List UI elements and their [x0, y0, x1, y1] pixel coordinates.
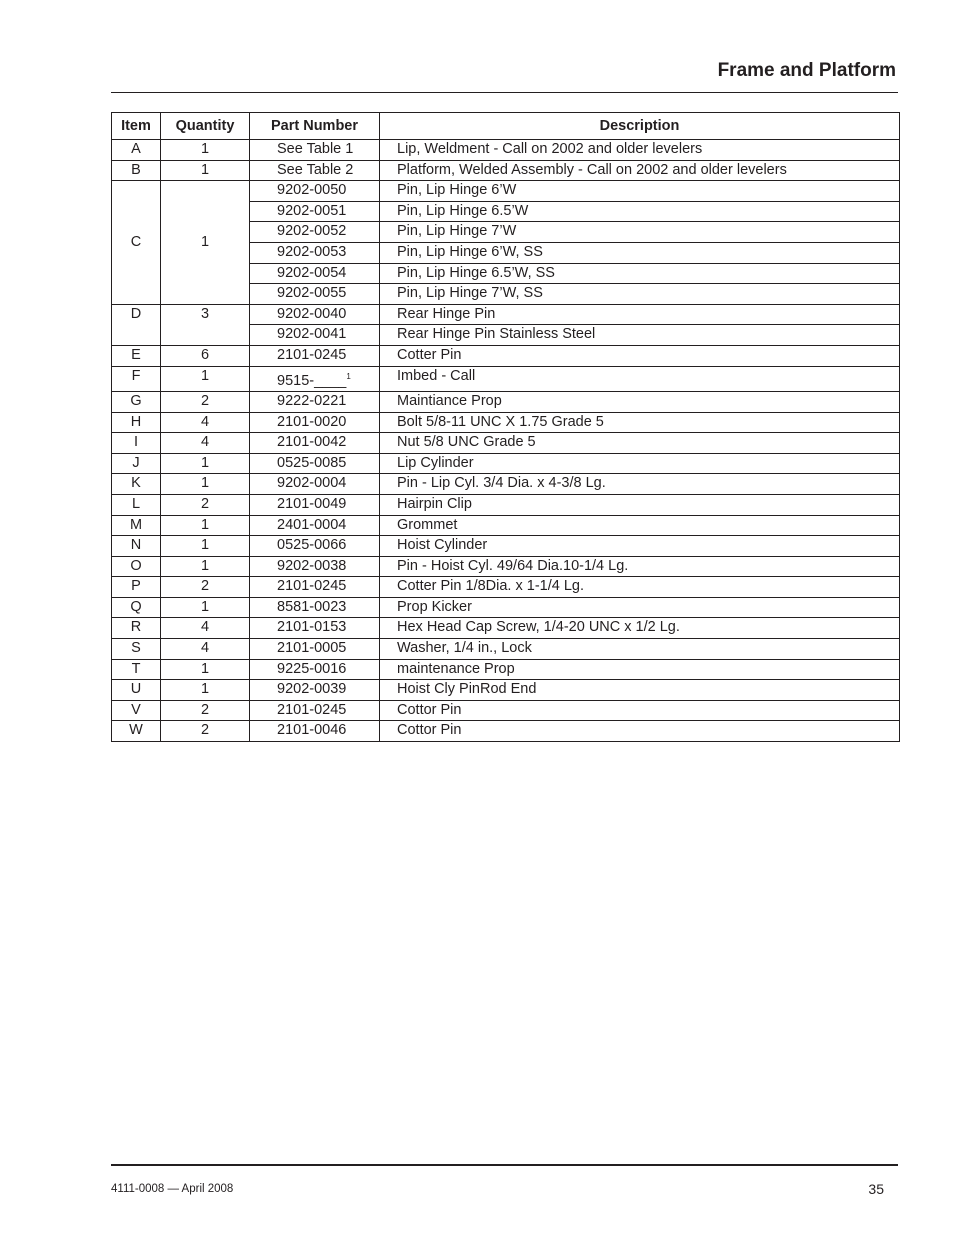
- cell-quantity: 1: [161, 659, 250, 680]
- cell-part-number: [250, 556, 380, 577]
- cell-description: Pin - Lip Cyl. 3/4 Dia. x 4-3/8 Lg.: [380, 474, 900, 495]
- cell-description: Bolt 5/8-11 UNC X 1.75 Grade 5: [380, 412, 900, 433]
- cell-quantity: 4: [161, 618, 250, 639]
- cell-item: R: [112, 618, 161, 639]
- part-number-text: 2101-0245: [277, 346, 347, 363]
- cell-description: Nut 5/8 UNC Grade 5: [380, 433, 900, 454]
- part-number-text: 9202-0054: [277, 264, 347, 281]
- part-number-text: 9202-0052: [277, 223, 347, 240]
- table-row: [112, 453, 900, 474]
- cell-item: V: [112, 700, 161, 721]
- part-number-text: 9222-0221: [277, 392, 347, 409]
- table-row: [112, 639, 900, 660]
- part-number-text: 9515-____: [277, 372, 347, 389]
- table-row: [112, 140, 900, 161]
- cell-quantity: 2: [161, 494, 250, 515]
- cell-description: Lip, Weldment - Call on 2002 and older levelers: [380, 140, 900, 161]
- cell-part-number: [250, 721, 380, 742]
- table-row: [112, 556, 900, 577]
- cell-part-number: [250, 140, 380, 161]
- cell-description: Platform, Welded Assembly - Call on 2002 and older levelers: [380, 160, 900, 181]
- part-number-text: 2101-0005: [277, 640, 347, 657]
- table-row: [112, 366, 900, 391]
- cell-part-number: [250, 391, 380, 412]
- cell-description: Pin, Lip Hinge 7’W: [380, 222, 900, 243]
- cell-quantity: 1: [161, 181, 250, 305]
- table-row: [112, 721, 900, 742]
- cell-part-number: [250, 325, 380, 346]
- footer-divider: [111, 1164, 898, 1166]
- cell-part-number: [250, 639, 380, 660]
- part-number-text: 2101-0245: [277, 701, 347, 718]
- page-title: Frame and Platform: [717, 60, 896, 81]
- part-number-text: 2101-0042: [277, 434, 347, 451]
- cell-part-number: [250, 453, 380, 474]
- table-row: [112, 474, 900, 495]
- cell-item: Q: [112, 597, 161, 618]
- cell-item: H: [112, 412, 161, 433]
- part-number-text: 2101-0153: [277, 619, 347, 636]
- cell-quantity: 1: [161, 515, 250, 536]
- cell-quantity: 2: [161, 721, 250, 742]
- cell-part-number: [250, 494, 380, 515]
- cell-part-number: [250, 618, 380, 639]
- cell-item: P: [112, 577, 161, 598]
- cell-part-number: [250, 222, 380, 243]
- table-row: [112, 577, 900, 598]
- table-row: [112, 412, 900, 433]
- cell-part-number: [250, 536, 380, 557]
- column-header-item: Item: [112, 113, 161, 140]
- cell-item: U: [112, 680, 161, 701]
- table-row: [112, 536, 900, 557]
- table-row: [112, 680, 900, 701]
- footnote-marker: 1: [346, 371, 351, 381]
- page-number: 35: [868, 1181, 884, 1197]
- cell-quantity: 2: [161, 700, 250, 721]
- part-number-text: 0525-0066: [277, 537, 347, 554]
- cell-description: Cottor Pin: [380, 721, 900, 742]
- cell-quantity: 1: [161, 366, 250, 391]
- cell-item: W: [112, 721, 161, 742]
- table-row: [112, 304, 900, 325]
- part-number-text: 9202-0055: [277, 285, 347, 302]
- part-number-text: 2101-0049: [277, 495, 347, 512]
- parts-table-body: [112, 140, 900, 742]
- table-header-row: [112, 113, 900, 140]
- cell-quantity: 1: [161, 140, 250, 161]
- part-number-text: See Table 2: [277, 161, 354, 178]
- parts-table: [111, 112, 900, 742]
- cell-description: Hoist Cly PinRod End: [380, 680, 900, 701]
- cell-description: Pin - Hoist Cyl. 49/64 Dia.10-1/4 Lg.: [380, 556, 900, 577]
- cell-description: Pin, Lip Hinge 6.5’W: [380, 201, 900, 222]
- cell-quantity: 1: [161, 597, 250, 618]
- cell-item: D: [112, 304, 161, 345]
- cell-part-number: [250, 366, 380, 391]
- part-number-text: 9202-0041: [277, 326, 347, 343]
- part-number-text: 9202-0039: [277, 681, 347, 698]
- part-number-text: 2401-0004: [277, 516, 347, 533]
- table-row: [112, 391, 900, 412]
- cell-item: L: [112, 494, 161, 515]
- column-header-part-number: Part Number: [250, 113, 380, 140]
- cell-part-number: [250, 263, 380, 284]
- part-number-text: 0525-0085: [277, 454, 347, 471]
- cell-item: A: [112, 140, 161, 161]
- part-number-text: 9225-0016: [277, 660, 347, 677]
- cell-quantity: 2: [161, 391, 250, 412]
- cell-item: N: [112, 536, 161, 557]
- cell-quantity: 1: [161, 474, 250, 495]
- cell-description: Cotter Pin 1/8Dia. x 1-1/4 Lg.: [380, 577, 900, 598]
- cell-part-number: [250, 433, 380, 454]
- column-header-description: Description: [380, 113, 900, 140]
- cell-part-number: [250, 242, 380, 263]
- table-row: [112, 433, 900, 454]
- cell-item: O: [112, 556, 161, 577]
- cell-item: I: [112, 433, 161, 454]
- cell-item: M: [112, 515, 161, 536]
- table-row: [112, 597, 900, 618]
- table-row: [112, 160, 900, 181]
- cell-item: B: [112, 160, 161, 181]
- cell-description: Prop Kicker: [380, 597, 900, 618]
- cell-part-number: [250, 201, 380, 222]
- part-number-text: 2101-0245: [277, 578, 347, 595]
- cell-quantity: 1: [161, 536, 250, 557]
- cell-item: E: [112, 345, 161, 366]
- cell-quantity: 2: [161, 577, 250, 598]
- cell-quantity: 4: [161, 433, 250, 454]
- cell-item: J: [112, 453, 161, 474]
- cell-part-number: [250, 515, 380, 536]
- cell-description: Rear Hinge Pin: [380, 304, 900, 325]
- table-row: [112, 700, 900, 721]
- cell-part-number: [250, 304, 380, 325]
- cell-quantity: 1: [161, 453, 250, 474]
- table-row: [112, 515, 900, 536]
- cell-part-number: [250, 474, 380, 495]
- cell-part-number: [250, 700, 380, 721]
- cell-quantity: 1: [161, 556, 250, 577]
- part-number-text: See Table 1: [277, 141, 354, 157]
- cell-description: Pin, Lip Hinge 6.5’W, SS: [380, 263, 900, 284]
- cell-item: S: [112, 639, 161, 660]
- cell-item: K: [112, 474, 161, 495]
- cell-item: T: [112, 659, 161, 680]
- cell-description: Hoist Cylinder: [380, 536, 900, 557]
- cell-part-number: [250, 680, 380, 701]
- cell-part-number: [250, 597, 380, 618]
- cell-description: Pin, Lip Hinge 6’W, SS: [380, 242, 900, 263]
- cell-part-number: [250, 181, 380, 202]
- column-header-quantity: Quantity: [161, 113, 250, 140]
- cell-description: Cottor Pin: [380, 700, 900, 721]
- part-number-text: 9202-0038: [277, 557, 347, 574]
- cell-part-number: [250, 345, 380, 366]
- table-row: [112, 659, 900, 680]
- cell-quantity: 4: [161, 639, 250, 660]
- table-row: [112, 618, 900, 639]
- cell-quantity: 4: [161, 412, 250, 433]
- table-row: [112, 494, 900, 515]
- part-number-text: 9202-0004: [277, 475, 347, 492]
- document-number: 4111-0008 — April 2008: [111, 1183, 234, 1195]
- cell-description: Pin, Lip Hinge 6’W: [380, 181, 900, 202]
- part-number-text: 9202-0050: [277, 182, 347, 199]
- cell-part-number: [250, 160, 380, 181]
- part-number-text: 9202-0051: [277, 202, 347, 219]
- cell-description: Maintiance Prop: [380, 391, 900, 412]
- cell-quantity: 1: [161, 680, 250, 701]
- cell-description: Grommet: [380, 515, 900, 536]
- cell-description: Washer, 1/4 in., Lock: [380, 639, 900, 660]
- table-row: [112, 181, 900, 202]
- cell-description: Pin, Lip Hinge 7’W, SS: [380, 284, 900, 305]
- part-number-text: 2101-0020: [277, 413, 347, 430]
- cell-item: F: [112, 366, 161, 391]
- cell-quantity: 3: [161, 304, 250, 345]
- cell-description: Hairpin Clip: [380, 494, 900, 515]
- cell-quantity: 6: [161, 345, 250, 366]
- table-row: [112, 345, 900, 366]
- part-number-text: 9202-0040: [277, 305, 347, 322]
- cell-description: Cotter Pin: [380, 345, 900, 366]
- cell-description: Hex Head Cap Screw, 1/4-20 UNC x 1/2 Lg.: [380, 618, 900, 639]
- cell-description: maintenance Prop: [380, 659, 900, 680]
- header-divider: [111, 92, 898, 93]
- part-number-text: 9202-0053: [277, 243, 347, 260]
- cell-part-number: [250, 284, 380, 305]
- cell-part-number: [250, 577, 380, 598]
- cell-description: Rear Hinge Pin Stainless Steel: [380, 325, 900, 346]
- cell-item: G: [112, 391, 161, 412]
- cell-description: Imbed - Call: [380, 366, 900, 391]
- part-number-text: 8581-0023: [277, 598, 347, 615]
- cell-part-number: [250, 659, 380, 680]
- cell-part-number: [250, 412, 380, 433]
- part-number-text: 2101-0046: [277, 722, 347, 739]
- cell-item: C: [112, 181, 161, 305]
- cell-description: Lip Cylinder: [380, 453, 900, 474]
- cell-quantity: 1: [161, 160, 250, 181]
